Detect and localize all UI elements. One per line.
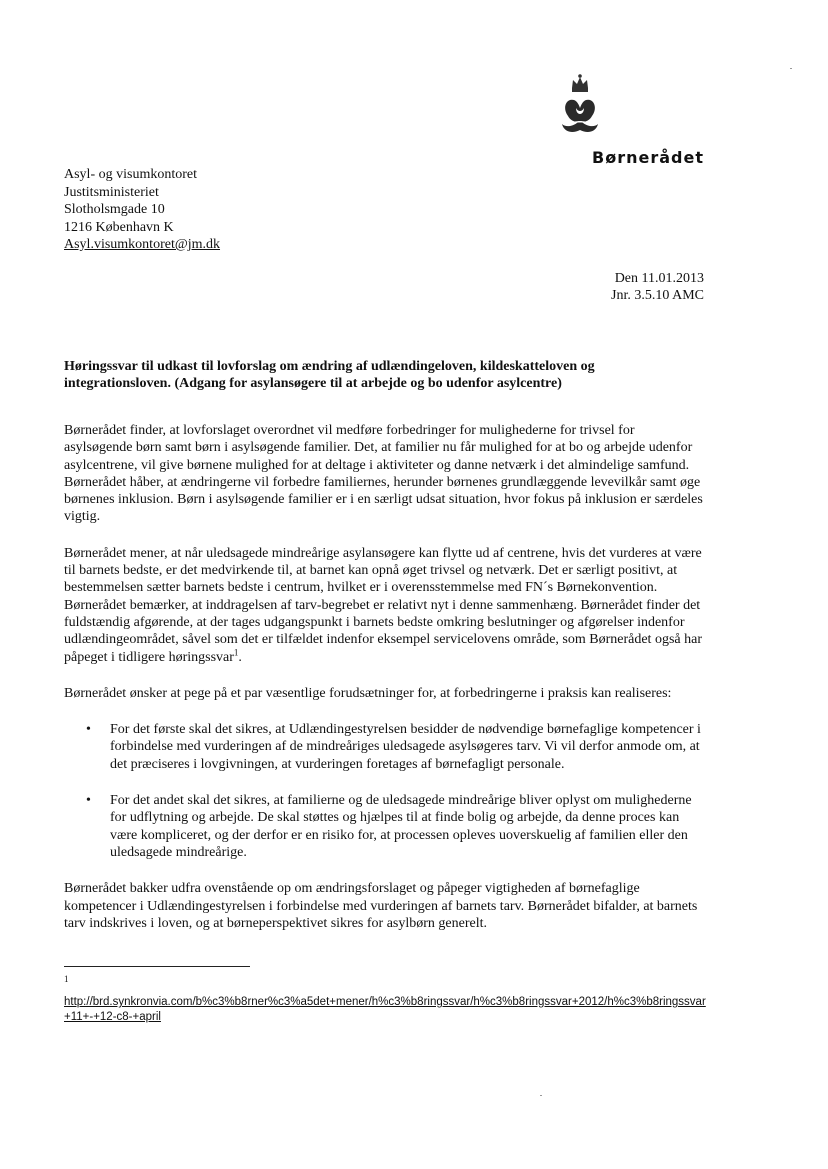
list-item bbox=[64, 721, 704, 773]
footnote-divider bbox=[64, 966, 250, 967]
paragraph: Børnerådet bakker udfra ovenstående op om ændringsforslaget og påpeger vigtigheden af børnefaglige kompetencer i Udlændingestyrelsen i forbindelse med vurderingen af barnets tarv. Børnerådet bifalder, at barnets tarv indskrives i loven, og at børneperspektivet sikres for asylbørn generelt. bbox=[64, 881, 698, 931]
footnote-url-link[interactable]: http://brd.synkronvia.com/b%c3%b8rner%c3%a5det+mener/h%c3%b8ringssvar/h%c3%b8ringssvar+2012/h%c3%b8ringssvar+11+-+12-c8-+april bbox=[64, 996, 706, 1023]
bullet-icon: • bbox=[86, 722, 91, 738]
list-item-text: For det andet skal det sikres, at familierne og de uledsagede mindreårige bliver oplyst om mulighederne for udflytning og arbejde. De skal støttes og hjælpes til at finde bolig og arbejde, da denne proces kan være kompliceret, og der derfor er en risiko for, at processen opleves uoverskuelig af familien eller den uledsagede mindreårige. bbox=[110, 793, 692, 860]
document-date: Den 11.01.2013 bbox=[614, 271, 704, 286]
paragraph: Børnerådet ønsker at pege på et par væsentlige forudsætninger for, at forbedringerne i praksis kan realiseres: bbox=[64, 685, 672, 701]
recipient-line: Justitsministeriet bbox=[64, 184, 159, 200]
scan-speck bbox=[540, 1095, 542, 1096]
list-item bbox=[64, 792, 704, 861]
organization-name: Børnerådet bbox=[592, 148, 704, 167]
letter-body bbox=[64, 422, 704, 951]
paragraph: Børnerådet finder, at lovforslaget overordnet vil medføre forbedringer for mulighederne for trivsel for asylsøgende børn samt børn i asylsøgende familier. Det, at familier nu får mulighed for at bo og arbejde udenfor asylcentrene, vil give børnene mulighed for at deltage i aktiviteter og danne netværk i det almindelige samfund. Børnerådet håber, at ændringerne vil forbedre familiernes, herunder børnenes grundlæggende levevilkår samt øge børnenes inklusion. Børn i asylsøgende familier er i en særligt udsat situation, hvor fokus på inklusion er særdeles vigtig. bbox=[64, 423, 703, 525]
paragraph bbox=[64, 545, 704, 666]
recipient-line: Asyl- og visumkontoret bbox=[64, 167, 197, 182]
recipient-address bbox=[64, 166, 220, 254]
list-item-text: For det første skal det sikres, at Udlændingestyrelsen besidder de nødvendige børnefaglige kompetencer i forbindelse med vurderingen af de mindreåriges uledsagede asylsøgeres tarv. Vi vil derfor anmode om, at det præciseres i lovgivningen, at vurderingen foretages af børnefagligt personale. bbox=[110, 722, 701, 772]
scan-speck bbox=[790, 68, 792, 69]
recipient-line: Slotholsmgade 10 bbox=[64, 202, 165, 217]
crown-emblem-icon bbox=[560, 72, 640, 148]
organization-logo bbox=[560, 72, 704, 172]
bullet-list bbox=[64, 721, 704, 861]
footnote-number: 1 bbox=[64, 974, 69, 984]
paragraph-text: Børnerådet mener, at når uledsagede mindreårige asylansøgere kan flytte ud af centrene, hvis det vurderes at være til barnets bedste, er det medvirkende til, at barnet kan opnå øget trivsel og netværk. Det er særligt positivt, at bestemmelsen sætter barnets bedste i centrum, hvilket er i overensstemmelse med FN´s Børnekonvention. Børnerådet bemærker, at inddragelsen af tarv-begrebet er relativt nyt i denne sammenhæng. Børnerådet finder det fuldstændig afgørende, at der tages udgangspunkt i barnets bedste omkring beslutninger og afgørelser indenfor udlændingeområdet, såvel som det er tilfældet indenfor eksempel servicelovens område, som Børnerådet også har påpeget i tidligere høringssvar bbox=[64, 545, 702, 665]
bullet-icon: • bbox=[86, 793, 91, 809]
footnote-reference: 1 bbox=[233, 646, 239, 657]
journal-number: Jnr. 3.5.10 AMC bbox=[611, 288, 704, 303]
document-meta bbox=[611, 270, 704, 304]
subject-heading: Høringssvar til udkast til lovforslag om ændring af udlændingeloven, kildeskatteloven og integrationsloven. (Adgang for asylansøgere til at arbejde og bo udenfor asylcentre) bbox=[64, 359, 595, 391]
recipient-email-link[interactable]: Asyl.visumkontoret@jm.dk bbox=[64, 237, 221, 252]
recipient-line: 1216 København K bbox=[64, 219, 174, 235]
footnote bbox=[64, 966, 744, 1025]
paragraph-end: . bbox=[238, 649, 242, 665]
